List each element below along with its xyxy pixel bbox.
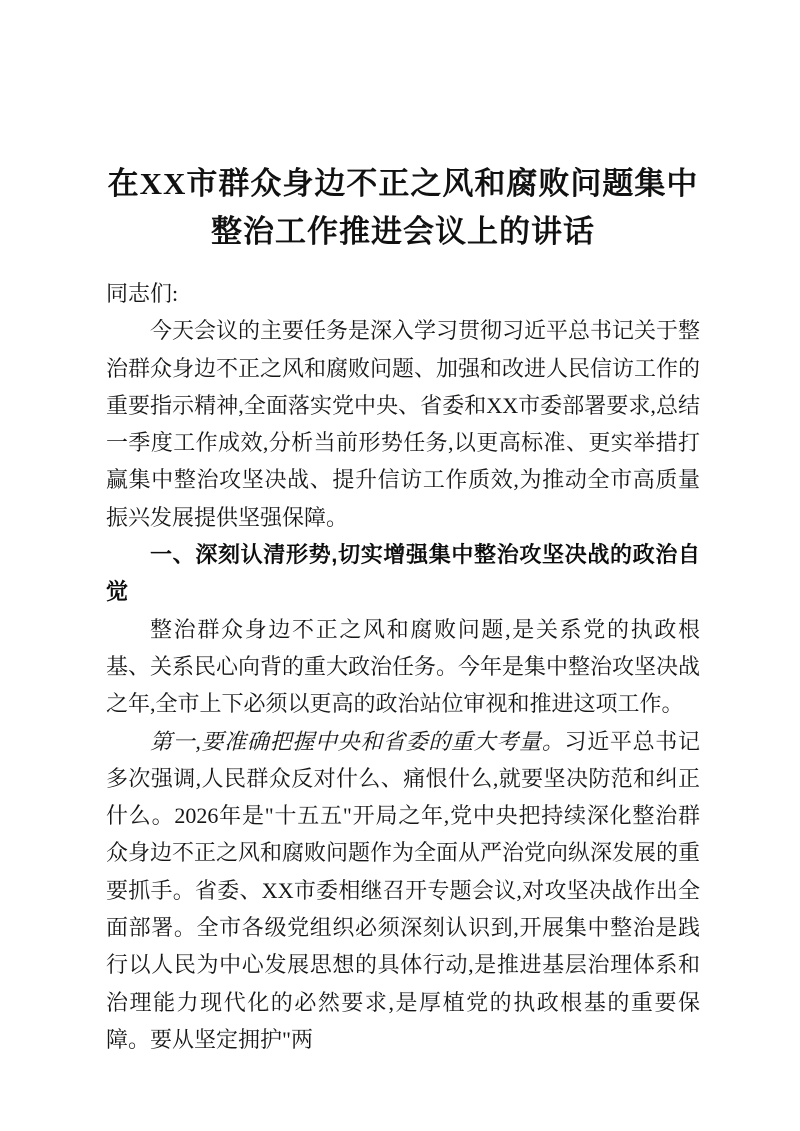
point-one-body-text: 习近平总书记多次强调,人民群众反对什么、痛恨什么,就要坚决防范和纠正什么。2026年是"十五五"开局之年,党中央把持续深化整治群众身边不正之风和腐败问题作为全面从严治党向纵深发展的重要抓手。省委、XX市委相继召开专题会议,对攻坚决战作出全面部署。全市各级党组织必须深刻认识到,开展集中整治是践行以人民为中心发展思想的具体行动,是推进基层治理体系和治理能力现代化的必然要求,是厚植党的执政根基的重要保障。要从坚定拥护"两 (106, 728, 701, 1052)
document-body (106, 275, 700, 1058)
paragraph-point-one (106, 723, 700, 1059)
section-heading-1: 一、深刻认清形势,切实增强集中整治攻坚决战的政治自觉 (106, 542, 700, 605)
document-title: 在XX市群众身边不正之风和腐败问题集中整治工作推进会议上的讲话 (107, 166, 699, 249)
paragraph-section-intro: 整治群众身边不正之风和腐败问题,是关系党的执政根基、关系民心向背的重大政治任务。今年是集中整治攻坚决战之年,全市上下必须以更高的政治站位审视和推进这项工作。 (106, 616, 701, 717)
point-one-lead-sentence: 第一,要准确把握中央和省委的重大考量。 (150, 728, 565, 754)
paragraph-opening: 今天会议的主要任务是深入学习贯彻习近平总书记关于整治群众身边不正之风和腐败问题、加强和改进人民信访工作的重要指示精神,全面落实党中央、省委和XX市委部署要求,总结一季度工作成效,分析当前形势任务,以更高标准、更实举措打赢集中整治攻坚决战、提升信访工作质效,为推动全市高质量振兴发展提供坚强保障。 (106, 318, 701, 530)
salutation: 同志们: (106, 281, 179, 306)
